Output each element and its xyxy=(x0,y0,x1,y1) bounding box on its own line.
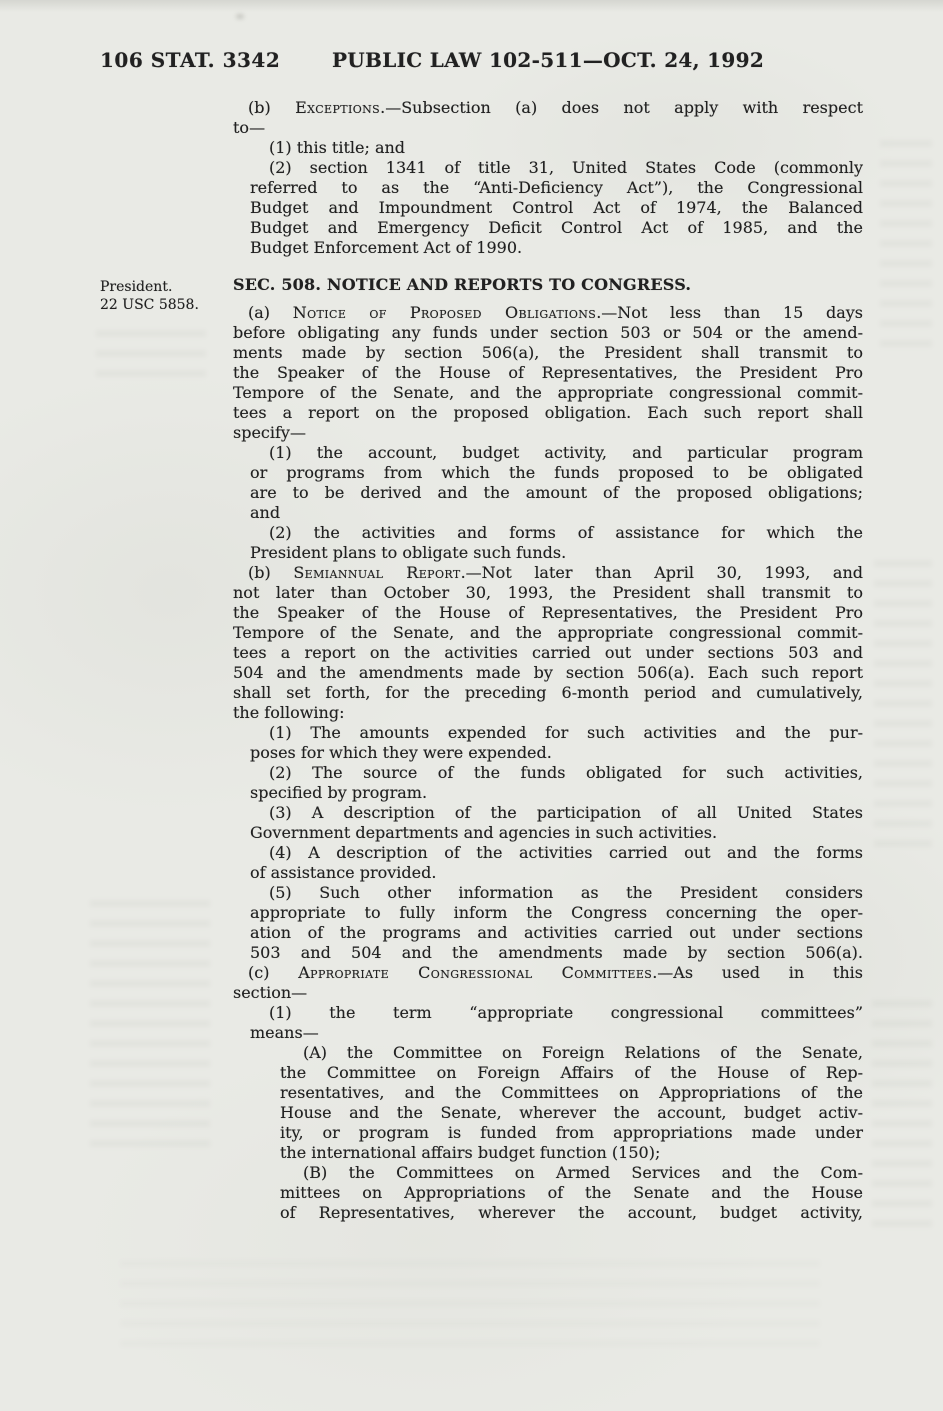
bleedthrough-artifact xyxy=(96,330,206,390)
text-run: House and the Senate, wherever the account, budget activ- xyxy=(280,1103,863,1122)
text-line xyxy=(233,1203,863,1223)
document-body xyxy=(233,98,863,1223)
text-line xyxy=(233,503,863,523)
text-line xyxy=(233,1163,863,1183)
text-line xyxy=(233,523,863,543)
scan-smudge xyxy=(236,14,244,19)
text-run: (3) A description of the participation of all United States xyxy=(269,803,863,822)
small-caps-run: Notice of Proposed Obligations xyxy=(292,303,597,322)
text-line xyxy=(233,863,863,883)
text-run: tees a report on the proposed obligation. Each such report shall xyxy=(233,403,863,422)
text-run: (1) The amounts expended for such activities and the pur- xyxy=(269,723,863,742)
text-line xyxy=(233,1043,863,1063)
text-line xyxy=(233,1123,863,1143)
text-run: or programs from which the funds proposed to be obligated xyxy=(250,463,863,482)
para-b-exceptions xyxy=(233,98,863,138)
text-run: .—Subsection (a) does not apply with respect xyxy=(380,98,863,117)
text-line xyxy=(233,963,863,983)
margin-note-president: President. xyxy=(100,279,173,295)
text-run: to— xyxy=(233,118,266,137)
text-run: before obligating any funds under section 503 or 504 or the amend- xyxy=(233,323,863,342)
text-run: of Representatives, wherever the account, budget activity, xyxy=(280,1203,863,1222)
text-line xyxy=(233,643,863,663)
statutes-at-large-page-number: 106 STAT. 3342 xyxy=(100,48,281,72)
text-run: (2) The source of the funds obligated for such activities, xyxy=(269,763,863,782)
text-line xyxy=(233,1103,863,1123)
text-run: the following: xyxy=(233,703,345,722)
text-run: (2) the activities and forms of assistance for which the xyxy=(269,523,863,542)
text-line xyxy=(233,983,863,1003)
text-line xyxy=(233,275,863,295)
item-1-this-title xyxy=(233,138,863,158)
text-line xyxy=(233,403,863,423)
text-line xyxy=(233,843,863,863)
text-line xyxy=(233,463,863,483)
text-run: (1) the account, budget activity, and particular program xyxy=(269,443,863,462)
text-line xyxy=(233,1003,863,1023)
margin-note xyxy=(100,278,225,314)
text-run: Tempore of the Senate, and the appropriate congressional commit- xyxy=(233,623,863,642)
text-line xyxy=(233,623,863,643)
item-1-term-means xyxy=(233,1003,863,1043)
item-2-section-1341 xyxy=(233,158,863,258)
small-caps-run: Exceptions xyxy=(295,98,381,117)
text-run: .—Not later than April 30, 1993, and xyxy=(460,563,863,582)
text-line xyxy=(233,138,863,158)
text-run: of assistance provided. xyxy=(250,863,437,882)
bleedthrough-artifact xyxy=(120,1260,820,1350)
text-line xyxy=(233,683,863,703)
text-run: (4) A description of the activities carried out and the forms xyxy=(269,843,863,862)
text-run: referred to as the “Anti-Deficiency Act”), the Congressional xyxy=(250,178,863,197)
para-c-appropriate-committees xyxy=(233,963,863,1003)
text-line xyxy=(233,443,863,463)
item-4-activities-carried-out xyxy=(233,843,863,883)
text-line xyxy=(233,703,863,723)
text-run: appropriate to fully inform the Congress concerning the oper- xyxy=(250,903,863,922)
text-line xyxy=(233,563,863,583)
subitem-a-foreign-relations xyxy=(233,1043,863,1163)
bleedthrough-artifact xyxy=(880,140,932,360)
text-run: .—As used in this xyxy=(652,963,864,982)
text-run: SEC. 508. NOTICE AND REPORTS TO CONGRESS. xyxy=(233,275,692,294)
text-run: (A) the Committee on Foreign Relations of the Senate, xyxy=(303,1043,863,1062)
text-run: Government departments and agencies in such activities. xyxy=(250,823,718,842)
text-line xyxy=(233,943,863,963)
text-line xyxy=(233,883,863,903)
text-line xyxy=(233,303,863,323)
text-line xyxy=(233,118,863,138)
text-line xyxy=(233,543,863,563)
text-line xyxy=(233,483,863,503)
text-line xyxy=(233,423,863,443)
text-line xyxy=(233,743,863,763)
text-run: .—Not less than 15 days xyxy=(596,303,864,322)
text-run: not later than October 30, 1993, the President shall transmit to xyxy=(233,583,863,602)
text-run: (b) xyxy=(248,563,294,582)
text-line xyxy=(233,238,863,258)
text-run: ation of the programs and activities carried out under sections xyxy=(250,923,863,942)
text-run: Budget and Impoundment Control Act of 1974, the Balanced xyxy=(250,198,863,217)
text-line xyxy=(233,763,863,783)
item-1-amounts-expended xyxy=(233,723,863,763)
text-run: 503 and 504 and the amendments made by section 506(a). xyxy=(250,943,863,962)
text-run: (c) xyxy=(248,963,299,982)
text-line xyxy=(233,823,863,843)
text-line xyxy=(233,383,863,403)
text-line xyxy=(233,178,863,198)
text-line xyxy=(233,903,863,923)
text-run: specify— xyxy=(233,423,306,442)
text-line xyxy=(233,1143,863,1163)
text-run: specified by program. xyxy=(250,783,428,802)
text-line xyxy=(233,803,863,823)
text-line xyxy=(233,603,863,623)
text-run: (1) this title; and xyxy=(269,138,406,157)
item-1-account xyxy=(233,443,863,523)
subitem-b-armed-services xyxy=(233,1163,863,1223)
text-run: Budget and Emergency Deficit Control Act of 1985, and the xyxy=(250,218,863,237)
text-run: (a) xyxy=(248,303,293,322)
text-line xyxy=(233,1063,863,1083)
text-line xyxy=(233,218,863,238)
text-line xyxy=(233,723,863,743)
text-run: are to be derived and the amount of the proposed obligations; xyxy=(250,483,863,502)
text-line xyxy=(233,323,863,343)
text-line xyxy=(233,923,863,943)
para-a-notice-of-proposed-obligations xyxy=(233,303,863,443)
text-run: ments made by section 506(a), the President shall transmit to xyxy=(233,343,863,362)
heading-sec-508 xyxy=(233,275,863,295)
item-5-other-information xyxy=(233,883,863,963)
text-run: the Speaker of the House of Representatives, the President Pro xyxy=(233,603,863,622)
text-run: poses for which they were expended. xyxy=(250,743,552,762)
text-line xyxy=(233,1183,863,1203)
text-run: (B) the Committees on Armed Services and the Com- xyxy=(303,1163,863,1182)
text-run: ity, or program is funded from appropriations made under xyxy=(280,1123,863,1142)
text-run: and xyxy=(250,503,281,522)
text-line xyxy=(233,343,863,363)
text-run: resentatives, and the Committees on Appropriations of the xyxy=(280,1083,863,1102)
bleedthrough-artifact xyxy=(872,1000,932,1230)
text-run: means— xyxy=(250,1023,319,1042)
text-run: shall set forth, for the preceding 6-month period and cumulatively, xyxy=(233,683,863,702)
text-run: tees a report on the activities carried out under sections 503 and xyxy=(233,643,863,662)
text-line xyxy=(233,158,863,178)
text-run: the Committee on Foreign Affairs of the House of Rep- xyxy=(280,1063,863,1082)
bleedthrough-artifact xyxy=(874,560,932,860)
text-run: President plans to obligate such funds. xyxy=(250,543,567,562)
text-run: the international affairs budget function (150); xyxy=(280,1143,661,1162)
text-run: (1) the term “appropriate congressional committees” xyxy=(269,1003,863,1022)
item-2-activities xyxy=(233,523,863,563)
item-2-source-of-funds xyxy=(233,763,863,803)
text-run: 504 and the amendments made by section 506(a). Each such report xyxy=(233,663,863,682)
text-run: section— xyxy=(233,983,308,1002)
para-b-semiannual-report xyxy=(233,563,863,723)
public-law-title: PUBLIC LAW 102-511—OCT. 24, 1992 xyxy=(331,48,765,72)
text-run: (2) section 1341 of title 31, United States Code (commonly xyxy=(269,158,863,177)
bleedthrough-artifact xyxy=(90,900,210,1160)
text-run: the Speaker of the House of Representatives, the President Pro xyxy=(233,363,863,382)
text-line xyxy=(233,1083,863,1103)
text-line xyxy=(233,783,863,803)
text-run: (5) Such other information as the President considers xyxy=(269,883,863,902)
text-line xyxy=(233,98,863,118)
text-line xyxy=(233,198,863,218)
margin-note-usc-citation: 22 USC 5858. xyxy=(100,297,199,313)
text-line xyxy=(233,583,863,603)
scan-edge-shadow xyxy=(0,0,943,12)
text-run: Tempore of the Senate, and the appropriate congressional commit- xyxy=(233,383,863,402)
text-run: mittees on Appropriations of the Senate and the House xyxy=(280,1183,863,1202)
text-run: Budget Enforcement Act of 1990. xyxy=(250,238,523,257)
text-line xyxy=(233,1023,863,1043)
text-run: (b) xyxy=(248,98,296,117)
small-caps-run: Semiannual Report xyxy=(293,563,461,582)
item-3-participation xyxy=(233,803,863,843)
small-caps-run: Appropriate Congressional Committees xyxy=(298,963,653,982)
text-line xyxy=(233,363,863,383)
text-line xyxy=(233,663,863,683)
